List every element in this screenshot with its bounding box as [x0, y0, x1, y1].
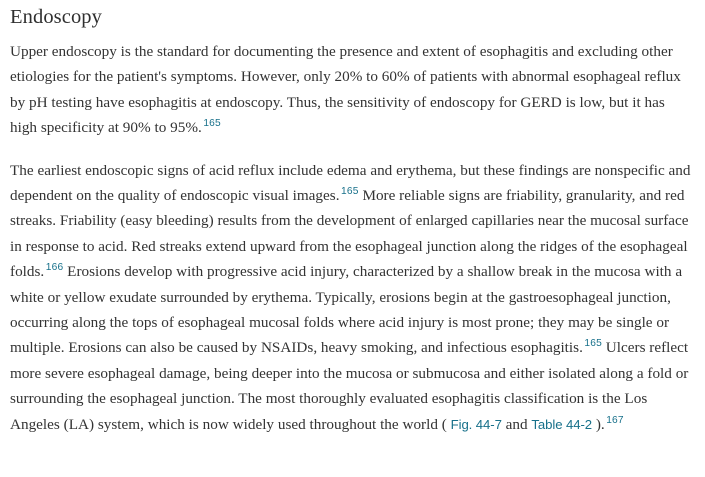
paragraph-2-text-part-4: Ulcers reflect more severe esophageal damage, being deeper into the mucosa or submucosa and either isolated along a fold or surrounding the esophageal junction. The most thoroughly evaluated esophagitis classification is the Los Angeles (LA) system, which is now widely used throughout the world ( — [10, 339, 689, 433]
paragraph-2-text-part-1: The earliest endoscopic signs of acid reflux include edema and erythema, but these findings are nonspecific and dependent on the quality of endoscopic visual images. — [10, 161, 691, 205]
page-title: Endoscopy — [10, 6, 102, 28]
citation-ref-165-b[interactable]: 165 — [341, 185, 359, 197]
citation-ref-166[interactable]: 166 — [45, 262, 64, 274]
citation-ref-165-a[interactable]: 165 — [203, 118, 221, 130]
paragraph-1-text: Upper endoscopy is the standard for documenting the presence and extent of esophagitis and excluding other etiologies for the patient's symptoms. However, only 20% to 60% of patients with abnormal esophageal reflux by pH testing have esophagitis at endoscopy. Thus, the sensitivity of endoscopy for GERD is low, but it has high specificity at 90% to 95%. — [10, 43, 681, 137]
paragraph-2-text-part-2: More reliable signs are friability, granularity, and red streaks. Friability (easy bleeding) results from the development of enlarged capillaries near the mucosal surface in response to acid. Red streaks extend upward from the esophageal junction along the ridges of the esophageal folds. — [10, 187, 689, 281]
paragraph-2-conjunction: and — [505, 415, 528, 433]
citation-ref-165-c[interactable]: 165 — [584, 338, 602, 350]
paragraph-endoscopy-standard — [10, 39, 691, 141]
figure-link-fig-44-7[interactable]: Fig. 44-7 — [450, 416, 502, 432]
paragraph-2-text-part-3: Erosions develop with progressive acid injury, characterized by a shallow break in the mucosa with a white or yellow exudate surrounded by erythema. Typically, erosions begin at the gastroesophageal junction, occurring along the tops of esophageal mucosal folds where acid injury is most prone; they may be single or multiple. Erosions can also be caused by NSAIDs, heavy smoking, and infectious esophagitis. — [10, 263, 683, 357]
paragraph-endoscopic-signs — [10, 158, 691, 437]
citation-ref-167[interactable]: 167 — [606, 414, 624, 426]
table-link-table-44-2[interactable]: Table 44-2 — [531, 416, 592, 432]
paragraph-2-text-part-5: ). — [595, 415, 605, 433]
